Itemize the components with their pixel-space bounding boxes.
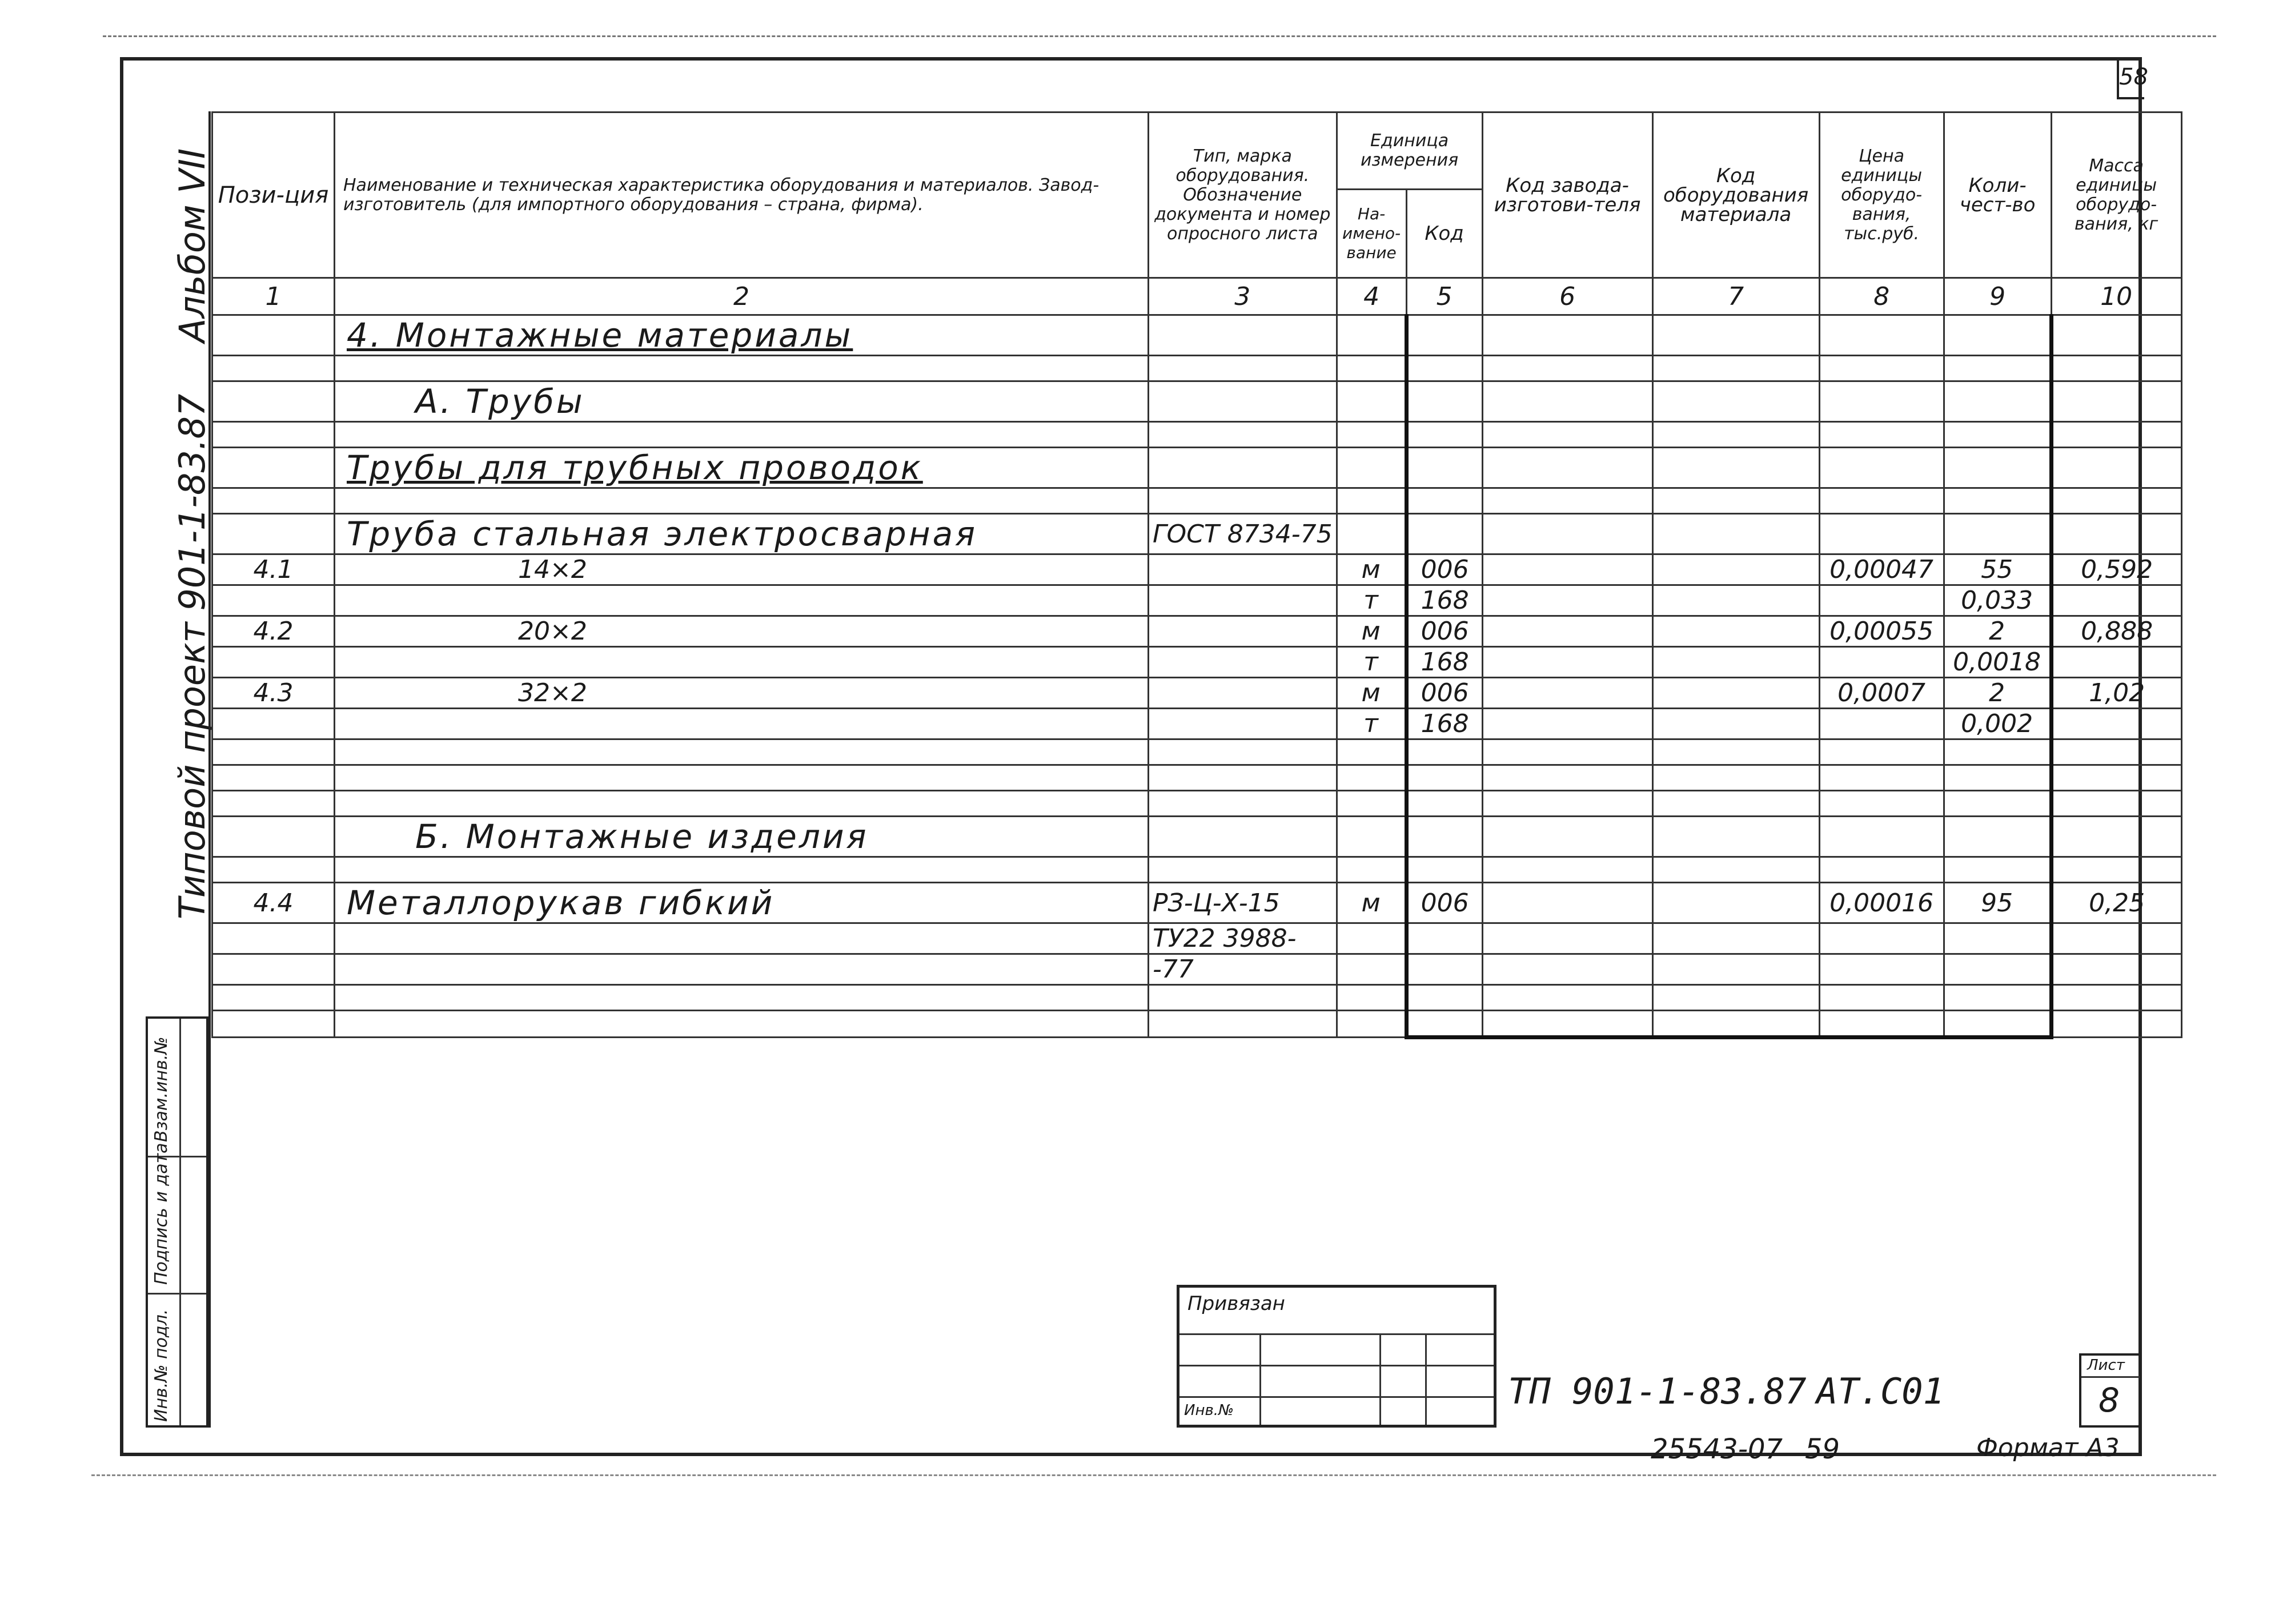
unit-name-cell xyxy=(1337,954,1406,985)
equipment-code-cell xyxy=(1652,356,1819,381)
page-number: 59 xyxy=(1805,1433,1840,1465)
archive-number: 25543-07 xyxy=(1651,1433,1783,1465)
unit-name-cell xyxy=(1337,1011,1406,1038)
type-cell xyxy=(1149,985,1337,1011)
quantity-cell: 55 xyxy=(1944,554,2051,585)
price-cell xyxy=(1819,488,1944,514)
type-cell xyxy=(1149,422,1337,448)
unit-name-cell: м xyxy=(1337,554,1406,585)
quantity-cell: 0,002 xyxy=(1944,709,2051,739)
unit-name-cell xyxy=(1337,817,1406,857)
table-row xyxy=(212,678,2182,709)
position-cell: 4.2 xyxy=(212,616,335,647)
price-cell: 0,00047 xyxy=(1819,554,1944,585)
mass-cell xyxy=(2051,448,2181,488)
table-row xyxy=(212,448,2182,488)
mass-cell xyxy=(2051,488,2181,514)
price-cell xyxy=(1819,315,1944,356)
strip-label-inventory: Инв.№ подл. xyxy=(151,1309,171,1422)
quantity-cell xyxy=(1944,954,2051,985)
price-cell xyxy=(1819,954,1944,985)
unit-code-cell xyxy=(1406,356,1482,381)
price-cell: 0,0007 xyxy=(1819,678,1944,709)
column-number: 10 xyxy=(2051,278,2181,315)
price-cell xyxy=(1819,709,1944,739)
factory-code-cell xyxy=(1482,791,1652,817)
position-cell xyxy=(212,739,335,765)
header-unit-name: На-имено-вание xyxy=(1337,190,1406,278)
table-row xyxy=(212,585,2182,616)
quantity-cell xyxy=(1944,488,2051,514)
strip-label-replace: Взам.инв.№ xyxy=(151,1036,171,1142)
equipment-code-cell xyxy=(1652,857,1819,883)
sheet-number: 58 xyxy=(2117,57,2144,99)
price-cell xyxy=(1819,514,1944,554)
price-cell xyxy=(1819,585,1944,616)
position-cell xyxy=(212,585,335,616)
name-cell xyxy=(335,954,1149,985)
column-number: 7 xyxy=(1652,278,1819,315)
quantity-cell xyxy=(1944,857,2051,883)
equipment-code-cell xyxy=(1652,514,1819,554)
unit-code-cell xyxy=(1406,381,1482,422)
price-cell xyxy=(1819,857,1944,883)
unit-code-cell: 006 xyxy=(1406,616,1482,647)
type-cell xyxy=(1149,315,1337,356)
unit-code-cell xyxy=(1406,448,1482,488)
mass-cell: 0,888 xyxy=(2051,616,2181,647)
quantity-cell: 0,033 xyxy=(1944,585,2051,616)
name-cell: 20×2 xyxy=(335,616,1149,647)
factory-code-cell xyxy=(1482,448,1652,488)
type-cell xyxy=(1149,817,1337,857)
unit-name-cell xyxy=(1337,923,1406,954)
mass-cell xyxy=(2051,954,2181,985)
type-cell xyxy=(1149,356,1337,381)
position-cell xyxy=(212,422,335,448)
equipment-code-cell xyxy=(1652,817,1819,857)
price-cell xyxy=(1819,647,1944,678)
quantity-cell xyxy=(1944,817,2051,857)
table-row xyxy=(212,883,2182,923)
unit-code-cell: 006 xyxy=(1406,678,1482,709)
header-unit-code: Код xyxy=(1406,190,1482,278)
position-cell: 4.4 xyxy=(212,883,335,923)
price-cell xyxy=(1819,1011,1944,1038)
mass-cell xyxy=(2051,817,2181,857)
type-cell: РЗ-Ц-Х-15 xyxy=(1149,883,1337,923)
unit-name-cell xyxy=(1337,857,1406,883)
list-number: 8 xyxy=(2099,1381,2120,1420)
name-cell xyxy=(335,857,1149,883)
price-cell xyxy=(1819,765,1944,791)
equipment-code-cell xyxy=(1652,954,1819,985)
equipment-code-cell xyxy=(1652,554,1819,585)
equipment-code-cell xyxy=(1652,765,1819,791)
factory-code-cell xyxy=(1482,817,1652,857)
name-cell xyxy=(335,923,1149,954)
type-cell xyxy=(1149,554,1337,585)
quantity-cell xyxy=(1944,985,2051,1011)
table-row xyxy=(212,817,2182,857)
factory-code-cell xyxy=(1482,554,1652,585)
unit-name-cell xyxy=(1337,422,1406,448)
quantity-cell: 2 xyxy=(1944,678,2051,709)
name-cell xyxy=(335,709,1149,739)
project-title: Типовой проект 901-1-83.87 xyxy=(171,393,213,919)
name-cell: Трубы для трубных проводок xyxy=(335,448,1149,488)
price-cell xyxy=(1819,448,1944,488)
stamp-privyazan-label: Привязан xyxy=(1187,1292,1285,1315)
equipment-code-cell xyxy=(1652,739,1819,765)
unit-code-cell xyxy=(1406,739,1482,765)
quantity-cell xyxy=(1944,923,2051,954)
quantity-cell: 2 xyxy=(1944,616,2051,647)
mass-cell xyxy=(2051,739,2181,765)
unit-code-cell xyxy=(1406,514,1482,554)
type-cell: -77 xyxy=(1149,954,1337,985)
quantity-cell xyxy=(1944,381,2051,422)
unit-code-cell: 006 xyxy=(1406,883,1482,923)
quantity-cell: 95 xyxy=(1944,883,2051,923)
equipment-code-cell xyxy=(1652,422,1819,448)
factory-code-cell xyxy=(1482,647,1652,678)
position-cell xyxy=(212,709,335,739)
mass-cell xyxy=(2051,514,2181,554)
factory-code-cell xyxy=(1482,422,1652,448)
price-cell xyxy=(1819,923,1944,954)
mass-cell xyxy=(2051,857,2181,883)
header-unit-group: Единица измерения xyxy=(1337,112,1482,190)
table-row xyxy=(212,488,2182,514)
type-cell xyxy=(1149,709,1337,739)
unit-name-cell xyxy=(1337,985,1406,1011)
table-row xyxy=(212,954,2182,985)
unit-name-cell: м xyxy=(1337,883,1406,923)
header-quantity: Коли-чест-во xyxy=(1944,112,2051,278)
unit-name-cell: м xyxy=(1337,678,1406,709)
factory-code-cell xyxy=(1482,883,1652,923)
name-cell xyxy=(335,356,1149,381)
table-row xyxy=(212,857,2182,883)
name-cell: 32×2 xyxy=(335,678,1149,709)
type-cell xyxy=(1149,647,1337,678)
unit-name-cell xyxy=(1337,791,1406,817)
bottom-trim-line xyxy=(91,1474,2216,1476)
name-cell xyxy=(335,739,1149,765)
header-name: Наименование и техническая характеристика оборудования и материалов. Завод-изготовитель (для импортного оборудования – страна, фирма). xyxy=(335,112,1149,278)
equipment-code-cell xyxy=(1652,883,1819,923)
table-row xyxy=(212,647,2182,678)
name-cell: А. Трубы xyxy=(335,381,1149,422)
name-cell: 4. Монтажные материалы xyxy=(335,315,1149,356)
unit-name-cell xyxy=(1337,739,1406,765)
equipment-code-cell xyxy=(1652,1011,1819,1038)
type-cell xyxy=(1149,488,1337,514)
unit-code-cell xyxy=(1406,923,1482,954)
type-cell xyxy=(1149,1011,1337,1038)
table-row xyxy=(212,356,2182,381)
unit-code-cell xyxy=(1406,791,1482,817)
position-cell xyxy=(212,857,335,883)
position-cell xyxy=(212,514,335,554)
mass-cell xyxy=(2051,585,2181,616)
unit-name-cell: т xyxy=(1337,709,1406,739)
mass-cell xyxy=(2051,1011,2181,1038)
type-cell xyxy=(1149,381,1337,422)
mass-cell: 0,25 xyxy=(2051,883,2181,923)
factory-code-cell xyxy=(1482,678,1652,709)
type-cell xyxy=(1149,585,1337,616)
position-cell xyxy=(212,315,335,356)
header-price: Цена единицы оборудо-вания, тыс.руб. xyxy=(1819,112,1944,278)
table-row xyxy=(212,1011,2182,1038)
position-cell xyxy=(212,954,335,985)
factory-code-cell xyxy=(1482,709,1652,739)
unit-code-cell xyxy=(1406,857,1482,883)
unit-name-cell: т xyxy=(1337,647,1406,678)
factory-code-cell xyxy=(1482,857,1652,883)
unit-code-cell xyxy=(1406,765,1482,791)
column-number: 8 xyxy=(1819,278,1944,315)
mass-cell xyxy=(2051,791,2181,817)
name-cell xyxy=(335,585,1149,616)
column-number-row xyxy=(212,278,2182,315)
factory-code-cell xyxy=(1482,616,1652,647)
type-cell xyxy=(1149,857,1337,883)
mass-cell xyxy=(2051,765,2181,791)
table-row xyxy=(212,554,2182,585)
name-cell xyxy=(335,985,1149,1011)
equipment-code-cell xyxy=(1652,381,1819,422)
unit-code-cell: 168 xyxy=(1406,709,1482,739)
position-cell xyxy=(212,923,335,954)
header-type: Тип, марка оборудования. Обозначение документа и номер опросного листа xyxy=(1149,112,1337,278)
equipment-code-cell xyxy=(1652,709,1819,739)
price-cell xyxy=(1819,817,1944,857)
column-number: 1 xyxy=(212,278,335,315)
price-cell xyxy=(1819,381,1944,422)
list-label: Лист xyxy=(2087,1357,2125,1374)
unit-name-cell xyxy=(1337,514,1406,554)
header-position: Пози-ция xyxy=(212,112,335,278)
type-cell: ГОСТ 8734-75 xyxy=(1149,514,1337,554)
position-cell xyxy=(212,791,335,817)
name-cell: Б. Монтажные изделия xyxy=(335,817,1149,857)
equipment-code-cell xyxy=(1652,616,1819,647)
table-row xyxy=(212,765,2182,791)
name-cell xyxy=(335,765,1149,791)
factory-code-cell xyxy=(1482,488,1652,514)
type-cell xyxy=(1149,765,1337,791)
unit-code-cell xyxy=(1406,1011,1482,1038)
strip-label-signature: Подпись и дата xyxy=(151,1143,171,1285)
equipment-code-cell xyxy=(1652,647,1819,678)
name-cell xyxy=(335,791,1149,817)
table-row xyxy=(212,923,2182,954)
mass-cell xyxy=(2051,315,2181,356)
mass-cell xyxy=(2051,647,2181,678)
mass-cell xyxy=(2051,381,2181,422)
position-cell xyxy=(212,1011,335,1038)
factory-code-cell xyxy=(1482,585,1652,616)
approval-stamp xyxy=(1177,1285,1496,1428)
quantity-cell xyxy=(1944,739,2051,765)
table-row xyxy=(212,985,2182,1011)
name-cell xyxy=(335,422,1149,448)
table-row xyxy=(212,422,2182,448)
type-cell xyxy=(1149,791,1337,817)
mass-cell xyxy=(2051,356,2181,381)
type-cell xyxy=(1149,448,1337,488)
document-code: ТП 901-1-83.87 xyxy=(1508,1370,1807,1412)
equipment-code-cell xyxy=(1652,923,1819,954)
top-trim-line xyxy=(103,35,2216,37)
unit-name-cell xyxy=(1337,765,1406,791)
position-cell xyxy=(212,448,335,488)
unit-name-cell xyxy=(1337,315,1406,356)
unit-name-cell xyxy=(1337,448,1406,488)
name-cell xyxy=(335,488,1149,514)
price-cell: 0,00055 xyxy=(1819,616,1944,647)
equipment-code-cell xyxy=(1652,678,1819,709)
equipment-code-cell xyxy=(1652,448,1819,488)
table-row xyxy=(212,381,2182,422)
quantity-cell xyxy=(1944,765,2051,791)
unit-code-cell: 168 xyxy=(1406,647,1482,678)
equipment-code-cell xyxy=(1652,488,1819,514)
format-label: Формат А3 xyxy=(1976,1433,2120,1462)
mass-cell: 1,02 xyxy=(2051,678,2181,709)
price-cell xyxy=(1819,356,1944,381)
table-row xyxy=(212,514,2182,554)
type-cell xyxy=(1149,739,1337,765)
album-title: Альбом VII xyxy=(171,148,213,343)
quantity-cell xyxy=(1944,448,2051,488)
type-cell: ТУ22 3988- xyxy=(1149,923,1337,954)
price-cell xyxy=(1819,422,1944,448)
price-cell xyxy=(1819,791,1944,817)
unit-code-cell xyxy=(1406,954,1482,985)
table-row xyxy=(212,709,2182,739)
column-number: 5 xyxy=(1406,278,1482,315)
table-row xyxy=(212,315,2182,356)
price-cell: 0,00016 xyxy=(1819,883,1944,923)
position-cell: 4.3 xyxy=(212,678,335,709)
position-cell xyxy=(212,488,335,514)
unit-name-cell: т xyxy=(1337,585,1406,616)
factory-code-cell xyxy=(1482,315,1652,356)
quantity-cell xyxy=(1944,791,2051,817)
price-cell xyxy=(1819,739,1944,765)
equipment-code-cell xyxy=(1652,985,1819,1011)
factory-code-cell xyxy=(1482,985,1652,1011)
quantity-cell xyxy=(1944,315,2051,356)
quantity-cell xyxy=(1944,1011,2051,1038)
unit-code-cell: 168 xyxy=(1406,585,1482,616)
position-cell xyxy=(212,765,335,791)
mass-cell xyxy=(2051,709,2181,739)
unit-code-cell xyxy=(1406,488,1482,514)
table-row xyxy=(212,616,2182,647)
factory-code-cell xyxy=(1482,954,1652,985)
column-number: 2 xyxy=(335,278,1149,315)
unit-code-cell xyxy=(1406,315,1482,356)
table-row xyxy=(212,791,2182,817)
price-cell xyxy=(1819,985,1944,1011)
name-cell xyxy=(335,647,1149,678)
sheet-code: АТ.С01 xyxy=(1816,1370,1944,1412)
equipment-code-cell xyxy=(1652,585,1819,616)
unit-name-cell xyxy=(1337,488,1406,514)
position-cell: 4.1 xyxy=(212,554,335,585)
unit-name-cell xyxy=(1337,381,1406,422)
name-cell: Металлорукав гибкий xyxy=(335,883,1149,923)
mass-cell: 0,592 xyxy=(2051,554,2181,585)
position-cell xyxy=(212,381,335,422)
factory-code-cell xyxy=(1482,356,1652,381)
column-number: 9 xyxy=(1944,278,2051,315)
position-cell xyxy=(212,817,335,857)
factory-code-cell xyxy=(1482,381,1652,422)
column-number: 4 xyxy=(1337,278,1406,315)
unit-code-cell: 006 xyxy=(1406,554,1482,585)
mass-cell xyxy=(2051,923,2181,954)
header-mass: Масса единицы оборудо-вания, кг xyxy=(2051,112,2181,278)
header-factory-code: Код завода-изготови-теля xyxy=(1482,112,1652,278)
stamp-inventory-label: Инв.№ xyxy=(1184,1402,1234,1419)
factory-code-cell xyxy=(1482,1011,1652,1038)
factory-code-cell xyxy=(1482,514,1652,554)
name-cell: Труба стальная электросварная xyxy=(335,514,1149,554)
type-cell xyxy=(1149,616,1337,647)
unit-name-cell: м xyxy=(1337,616,1406,647)
factory-code-cell xyxy=(1482,765,1652,791)
quantity-cell xyxy=(1944,422,2051,448)
name-cell: 14×2 xyxy=(335,554,1149,585)
equipment-code-cell xyxy=(1652,791,1819,817)
quantity-cell: 0,0018 xyxy=(1944,647,2051,678)
mass-cell xyxy=(2051,422,2181,448)
list-box xyxy=(2079,1353,2142,1428)
factory-code-cell xyxy=(1482,923,1652,954)
specification-table xyxy=(211,111,2182,1039)
position-cell xyxy=(212,647,335,678)
unit-name-cell xyxy=(1337,356,1406,381)
name-cell xyxy=(335,1011,1149,1038)
table-body xyxy=(212,278,2182,1038)
unit-code-cell xyxy=(1406,817,1482,857)
quantity-cell xyxy=(1944,514,2051,554)
left-separator xyxy=(208,111,211,1428)
unit-code-cell xyxy=(1406,985,1482,1011)
header-equipment-code: Код оборудования материала xyxy=(1652,112,1819,278)
table-row xyxy=(212,739,2182,765)
type-cell xyxy=(1149,678,1337,709)
factory-code-cell xyxy=(1482,739,1652,765)
mass-cell xyxy=(2051,985,2181,1011)
equipment-code-cell xyxy=(1652,315,1819,356)
unit-code-cell xyxy=(1406,422,1482,448)
position-cell xyxy=(212,356,335,381)
column-number: 6 xyxy=(1482,278,1652,315)
column-number: 3 xyxy=(1149,278,1337,315)
position-cell xyxy=(212,985,335,1011)
quantity-cell xyxy=(1944,356,2051,381)
